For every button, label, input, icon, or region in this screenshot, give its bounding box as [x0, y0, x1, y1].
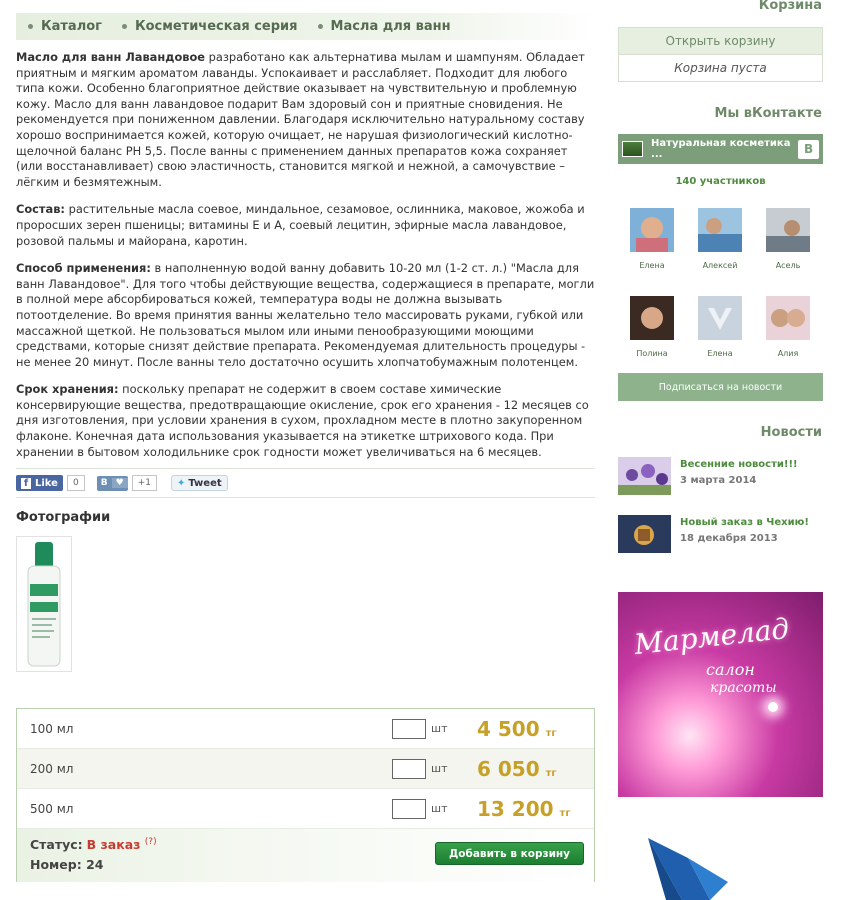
volume-label: 200 мл — [30, 761, 74, 776]
status-label: Статус: — [30, 837, 83, 853]
vk-member[interactable] — [766, 296, 810, 358]
lavender-bottle-image — [24, 540, 64, 668]
facebook-like-count: 0 — [67, 475, 85, 491]
unit-label: шт — [431, 762, 448, 775]
facebook-like-label: Like — [35, 477, 58, 489]
unit-label: шт — [431, 722, 448, 735]
news-date: 18 декабря 2013 — [680, 533, 778, 544]
breadcrumb-label: Масла для ванн — [330, 19, 451, 34]
price-amount: 4 500 — [477, 716, 540, 741]
bullet-icon — [122, 24, 127, 29]
price-row — [17, 749, 594, 789]
tweet-label: Tweet — [188, 477, 222, 489]
breadcrumb — [16, 13, 596, 40]
currency-label: тг — [559, 807, 571, 819]
order-status-area — [17, 829, 594, 882]
facebook-icon: f — [21, 478, 31, 489]
product-description — [16, 50, 596, 472]
photos-title: Фотографии — [16, 510, 111, 525]
breadcrumb-label: Косметическая серия — [134, 19, 298, 34]
twitter-bird-icon: ✦ — [176, 477, 186, 489]
facebook-like-button[interactable] — [16, 475, 63, 491]
vk-member-name: Алия — [777, 349, 799, 358]
price-row — [17, 709, 594, 749]
usage-paragraph — [16, 261, 596, 370]
breadcrumb-label: Каталог — [41, 19, 102, 34]
breadcrumb-item-catalog[interactable] — [28, 19, 102, 34]
add-to-cart-button[interactable]: Добавить в корзину — [435, 842, 584, 865]
number-value: 24 — [86, 857, 104, 872]
cart-title: Корзина — [758, 0, 822, 13]
vk-group-header[interactable] — [618, 134, 823, 164]
news-item[interactable] — [618, 457, 823, 507]
status-help-link[interactable]: (?) — [144, 837, 157, 847]
avatar — [766, 296, 810, 340]
vk-member[interactable] — [698, 208, 742, 270]
avatar — [630, 208, 674, 252]
group-logo-icon — [622, 141, 643, 157]
vk-member-name: Елена — [707, 349, 733, 358]
avatar — [766, 208, 810, 252]
vk-member-name: Елена — [639, 261, 665, 270]
avatar — [630, 296, 674, 340]
storage-text: поскольку препарат не содержит в своем составе химические консервирующие вещества, предотвращающие окисление, срок его хранения - 12 месяцев со дня изготовления, при условии хранения в сухом, прохладном месте в плотно закупоренном флаконе. Конечная дата использования указывается на этикетке штрихового кода. При хранении в бытовом холодильнике срок годности может увеличиваться на 6 месяцев. — [16, 382, 589, 459]
cart-box — [618, 27, 823, 82]
vk-member-name: Алексей — [702, 261, 738, 270]
vk-logo-icon: B — [798, 140, 819, 159]
vk-member-name: Асель — [775, 261, 801, 270]
blue-origami-ad-image[interactable] — [648, 838, 728, 900]
price-table — [16, 708, 595, 882]
vk-member-name: Полина — [636, 349, 668, 358]
news-title[interactable]: Новый заказ в Чехию! — [680, 517, 809, 528]
price-value — [477, 797, 571, 821]
breadcrumb-item-bath-oils[interactable] — [318, 19, 451, 34]
vk-member[interactable] — [630, 296, 674, 358]
vk-members-count[interactable]: 140 участников — [675, 176, 766, 187]
status-line — [30, 837, 157, 852]
sparkle-icon — [768, 702, 778, 712]
vk-member[interactable] — [766, 208, 810, 270]
product-name: Масло для ванн Лавандовое — [16, 50, 206, 64]
storage-paragraph — [16, 382, 596, 460]
share-bar — [16, 468, 595, 498]
description-paragraph — [16, 50, 596, 190]
number-label: Номер: — [30, 857, 82, 872]
vk-group-name: Натуральная косметика ... — [651, 138, 791, 160]
breadcrumb-item-cosmetic-series[interactable] — [122, 19, 298, 34]
avatar — [698, 208, 742, 252]
unit-label: шт — [431, 802, 448, 815]
currency-label: тг — [545, 767, 557, 779]
vk-label: B — [100, 478, 108, 488]
news-date: 3 марта 2014 — [680, 475, 757, 486]
cart-empty-text: Корзина пуста — [674, 61, 767, 75]
price-row — [17, 789, 594, 829]
news-section-title: Новости — [760, 425, 822, 440]
vk-like-count: +1 — [132, 475, 157, 491]
vk-member[interactable] — [630, 208, 674, 270]
composition-paragraph — [16, 202, 596, 249]
marmelad-salon-banner[interactable] — [618, 592, 823, 797]
banner-subtitle: салон — [706, 660, 755, 679]
news-item[interactable] — [618, 515, 823, 565]
quantity-input[interactable] — [392, 719, 426, 739]
news-thumbnail — [618, 515, 671, 553]
open-cart-button[interactable]: Открыть корзину — [619, 28, 822, 55]
usage-label: Способ применения: — [16, 261, 151, 276]
price-amount: 6 050 — [477, 756, 540, 781]
news-title[interactable]: Весенние новости!!! — [680, 459, 798, 470]
vk-default-avatar-icon — [698, 296, 742, 340]
subscribe-news-button[interactable]: Подписаться на новости — [618, 373, 823, 401]
price-value — [477, 717, 557, 741]
quantity-input[interactable] — [392, 759, 426, 779]
description-text: разработано как альтернатива мылам и шампуням. Обладает приятным и мягким ароматом лаванды. Успокаивает и расслабляет. Подходит для любого типа кожи. Особенно благоприятное действие оказывает на чувствительную и проблемную кожу. Масло для ванн лавандовое подарит Вам здоровый сон и приятные сновидения. Не рекомендуется при пониженном давлении. Благодаря исключительно натуральному составу хорошо воспринимается кожей, которую очищает, не нарушая физиологический кислотно-щелочной баланс PH 5,5. После ванны с применением данных препаратов кожа сохраняет (или восстанавливает) свою эластичность, становится мягкой и нежной, а самочувствие – лёгким и безмятежным. — [16, 50, 585, 189]
heart-icon: ♥ — [112, 478, 128, 488]
vk-widget — [618, 134, 823, 358]
vk-member[interactable] — [698, 296, 742, 358]
price-amount: 13 200 — [477, 796, 554, 821]
status-value: В заказ — [86, 837, 141, 853]
news-thumbnail — [618, 457, 671, 495]
product-photo-thumbnail[interactable] — [16, 536, 72, 672]
volume-label: 100 мл — [30, 721, 74, 736]
price-value — [477, 757, 557, 781]
number-line — [30, 857, 103, 872]
composition-text: растительные масла соевое, миндальное, сезамовое, ослинника, маковое, жожоба и проросших зерен пшеницы; витамины Е и А, соевый лецитин, эфирные масла лавандовое, розовой пальмы и майорана, каротин. — [16, 202, 585, 248]
quantity-input[interactable] — [392, 799, 426, 819]
vk-like-button[interactable] — [97, 476, 128, 491]
banner-subtitle-2: красоты — [710, 680, 777, 696]
banner-title: Мармелад — [632, 611, 791, 662]
vk-section-title: Мы вКонтакте — [714, 106, 822, 121]
storage-label: Срок хранения: — [16, 382, 119, 397]
composition-label: Состав: — [16, 202, 65, 217]
bullet-icon — [28, 24, 33, 29]
tweet-button[interactable] — [171, 475, 228, 491]
usage-text: в наполненную водой ванну добавить 10-20 мл (1-2 ст. л.) "Масла для ванн Лавандовое". Для того чтобы действующие вещества, содержащиеся в препарате, могли в полной мере абсорбироваться кожей, температура воды не должна вызывать потоотделение. Во время принятия ванны желательно тело массировать руками, губкой или массажной щеткой. Не пользоваться мылом или иными пенообразующими моющими средствами, которые снизят действие препарата. Рекомендуемая длительность процедуры - не менее 20 минут. После ванны тело достаточно осушить хлопчатобумажным полотенцем. — [16, 261, 595, 369]
currency-label: тг — [545, 727, 557, 739]
bullet-icon — [318, 24, 323, 29]
volume-label: 500 мл — [30, 801, 74, 816]
